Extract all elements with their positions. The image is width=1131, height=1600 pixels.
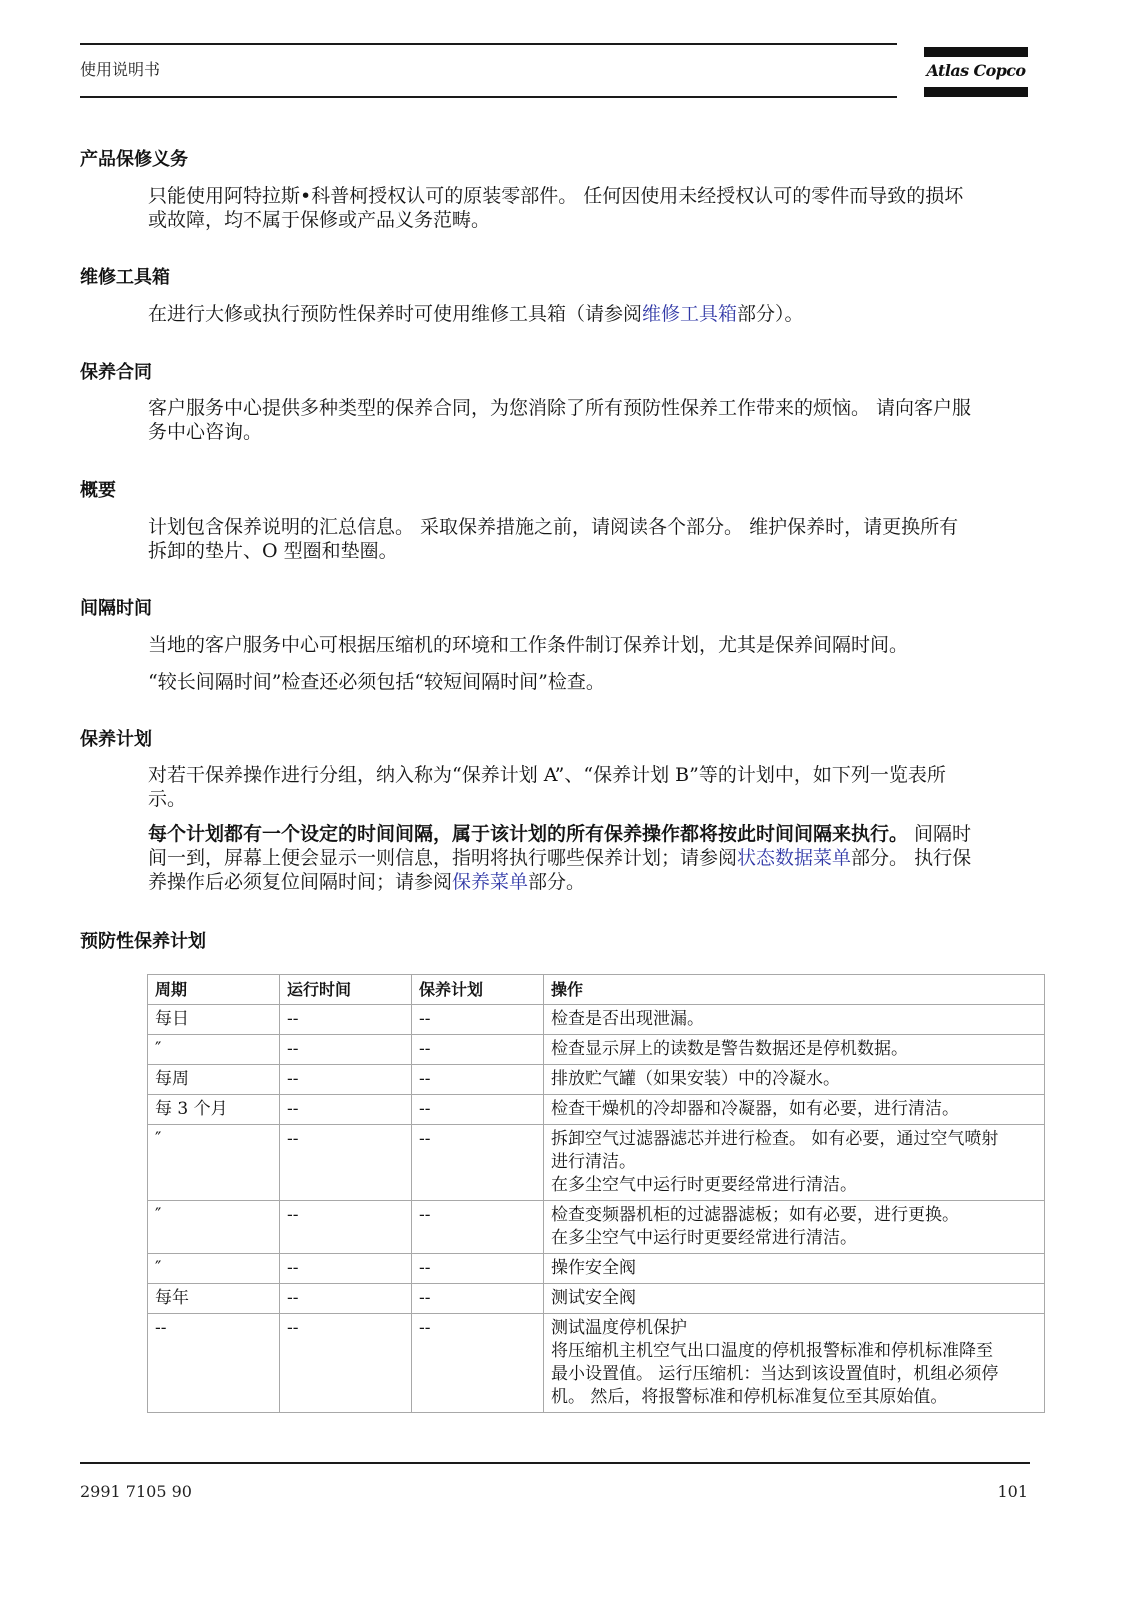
running-hours-cell: -- — [280, 1284, 412, 1314]
action-cell — [544, 1125, 1045, 1201]
table-row — [148, 1125, 1045, 1201]
action-cell — [544, 1035, 1045, 1065]
plans-emphasis-text: 部分。 — [528, 871, 586, 893]
service-plan-cell: -- — [412, 1125, 544, 1201]
logo-bar-top — [924, 47, 1028, 57]
intervals-paragraph-2: “较长间隔时间”检查还必须包括“较短间隔时间”检查。 — [148, 671, 605, 693]
service-kit-text-end: 部分）。 — [737, 303, 804, 325]
contracts-line: 客户服务中心提供多种类型的保养合同，为您消除了所有预防性保养工作带来的烦恼。 请向客户服 — [148, 397, 972, 419]
period-cell: 每 3 个月 — [148, 1095, 280, 1125]
service-plan-cell: -- — [412, 1284, 544, 1314]
running-hours-cell: -- — [280, 1065, 412, 1095]
action-cell — [544, 1254, 1045, 1284]
plans-emphasis-line — [148, 846, 971, 870]
column-header-period: 周期 — [148, 975, 280, 1005]
action-line: 检查显示屏上的读数是警告数据还是停机数据。 — [551, 1039, 908, 1059]
column-header-running-hours: 运行时间 — [280, 975, 412, 1005]
table-row — [148, 1095, 1045, 1125]
service-kit-paragraph — [148, 302, 804, 326]
plans-emphasis-text: 养操作后必须复位间隔时间；请参阅 — [148, 871, 453, 893]
header-bottom-rule — [80, 96, 897, 98]
action-line: 将压缩机主机空气出口温度的停机报警标准和停机标准降至 — [551, 1341, 993, 1361]
action-cell — [544, 1284, 1045, 1314]
action-line: 拆卸空气过滤器滤芯并进行检查。 如有必要，通过空气喷射 — [551, 1129, 999, 1149]
action-line: 检查干燥机的冷却器和冷凝器，如有必要，进行清洁。 — [551, 1099, 959, 1119]
overview-line: 计划包含保养说明的汇总信息。 采取保养措施之前，请阅读各个部分。 维护保养时，请更换所有 — [148, 516, 959, 538]
period-cell: ″ — [148, 1035, 280, 1065]
running-hours-cell: -- — [280, 1125, 412, 1201]
warranty-heading: 产品保修义务 — [80, 149, 188, 170]
service-plan-cell: -- — [412, 1201, 544, 1254]
service-plan-cell: -- — [412, 1254, 544, 1284]
plans-emphasis-text: 间隔时 — [908, 823, 972, 845]
period-cell: ″ — [148, 1254, 280, 1284]
action-line: 操作安全阀 — [551, 1258, 636, 1278]
plans-emphasis-line — [148, 870, 971, 894]
period-cell: -- — [148, 1314, 280, 1413]
plans-bold-sentence: 每个计划都有一个设定的时间间隔，属于该计划的所有保养操作都将按此时间间隔来执行。 — [148, 823, 909, 845]
plans-emphasis-text: 部分。 执行保 — [851, 847, 972, 869]
action-line: 进行清洁。 — [551, 1152, 636, 1172]
running-hours-cell: -- — [280, 1254, 412, 1284]
service-menu-link[interactable]: 保养菜单 — [452, 871, 529, 893]
intervals-heading: 间隔时间 — [80, 598, 152, 619]
plans-emphasis-text: 间一到，屏幕上便会显示一则信息，指明将执行哪些保养计划；请参阅 — [148, 847, 738, 869]
document-number: 2991 7105 90 — [80, 1482, 192, 1501]
contracts-heading: 保养合同 — [80, 362, 152, 383]
action-line: 机。 然后，将报警标准和停机标准复位至其原始值。 — [551, 1387, 948, 1407]
contracts-line: 务中心咨询。 — [148, 421, 263, 443]
period-cell: 每周 — [148, 1065, 280, 1095]
action-cell — [544, 1201, 1045, 1254]
service-plan-cell: -- — [412, 1314, 544, 1413]
action-cell — [544, 1065, 1045, 1095]
action-line: 测试安全阀 — [551, 1288, 636, 1308]
action-cell — [544, 1095, 1045, 1125]
action-line: 最小设置值。 运行压缩机：当达到该设置值时，机组必须停 — [551, 1364, 999, 1384]
table-header-row — [148, 975, 1045, 1005]
overview-paragraph — [148, 515, 958, 563]
warranty-line: 或故障，均不属于保修或产品义务范畴。 — [148, 209, 491, 231]
plans-heading: 保养计划 — [80, 729, 152, 750]
plans-emphasis-line — [148, 822, 971, 846]
action-cell — [544, 1314, 1045, 1413]
service-plan-cell: -- — [412, 1095, 544, 1125]
table-row — [148, 1035, 1045, 1065]
service-kit-heading: 维修工具箱 — [80, 267, 170, 288]
maintenance-schedule-table — [147, 974, 1045, 1413]
period-cell: 每年 — [148, 1284, 280, 1314]
table-row — [148, 1314, 1045, 1413]
service-plan-cell: -- — [412, 1065, 544, 1095]
logo-text: Atlas Copco — [926, 61, 1026, 80]
running-hours-cell: -- — [280, 1095, 412, 1125]
table-row — [148, 1254, 1045, 1284]
table-row — [148, 1201, 1045, 1254]
table-row — [148, 1284, 1045, 1314]
schedule-heading: 预防性保养计划 — [80, 931, 206, 952]
service-plan-cell: -- — [412, 1005, 544, 1035]
column-header-service-plan: 保养计划 — [412, 975, 544, 1005]
running-hours-cell: -- — [280, 1201, 412, 1254]
plans-emphasis-paragraph — [148, 822, 971, 894]
running-hours-cell: -- — [280, 1314, 412, 1413]
plans-paragraph — [148, 763, 946, 811]
action-line: 在多尘空气中运行时更要经常进行清洁。 — [551, 1175, 857, 1195]
table-row — [148, 1005, 1045, 1035]
overview-line: 拆卸的垫片、O 型圈和垫圈。 — [148, 540, 398, 562]
action-line: 检查变频器机柜的过滤器滤板；如有必要，进行更换。 — [551, 1205, 959, 1225]
header-top-rule — [80, 43, 897, 45]
running-hours-cell: -- — [280, 1005, 412, 1035]
service-kit-text: 在进行大修或执行预防性保养时可使用维修工具箱（请参阅 — [148, 303, 643, 325]
running-hours-cell: -- — [280, 1035, 412, 1065]
logo-bar-bottom — [924, 87, 1028, 97]
action-line: 在多尘空气中运行时更要经常进行清洁。 — [551, 1228, 857, 1248]
plans-line: 对若干保养操作进行分组，纳入称为“保养计划 A”、“保养计划 B”等的计划中，如下列一览表所 — [148, 764, 946, 786]
brand-logo — [924, 47, 1028, 97]
page-number: 101 — [997, 1482, 1028, 1501]
action-cell — [544, 1005, 1045, 1035]
header-title: 使用说明书 — [80, 60, 161, 79]
overview-heading: 概要 — [80, 480, 116, 501]
service-plan-cell: -- — [412, 1035, 544, 1065]
action-line: 测试温度停机保护 — [551, 1318, 687, 1338]
service-kit-link[interactable]: 维修工具箱 — [642, 303, 738, 325]
warranty-paragraph — [148, 184, 963, 232]
column-header-action: 操作 — [544, 975, 1045, 1005]
action-line: 检查是否出现泄漏。 — [551, 1009, 704, 1029]
plans-line: 示。 — [148, 788, 187, 810]
period-cell: ″ — [148, 1201, 280, 1254]
period-cell: ″ — [148, 1125, 280, 1201]
footer-rule — [80, 1462, 1030, 1464]
action-line: 排放贮气罐（如果安装）中的冷凝水。 — [551, 1069, 840, 1089]
intervals-paragraph-1: 当地的客户服务中心可根据压缩机的环境和工作条件制订保养计划，尤其是保养间隔时间。 — [148, 634, 909, 656]
period-cell: 每日 — [148, 1005, 280, 1035]
contracts-paragraph — [148, 396, 971, 444]
table-row — [148, 1065, 1045, 1095]
status-data-menu-link[interactable]: 状态数据菜单 — [737, 847, 852, 869]
warranty-line: 只能使用阿特拉斯•科普柯授权认可的原装零部件。 任何因使用未经授权认可的零件而导致的损坏 — [148, 185, 964, 207]
